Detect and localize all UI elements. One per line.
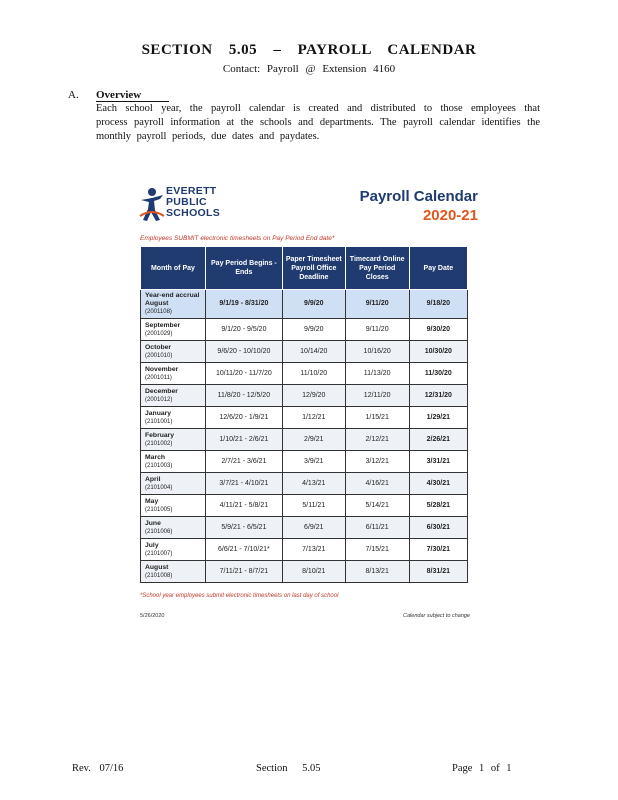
cell-paper-deadline: 5/11/21 — [282, 495, 345, 517]
table-row — [141, 363, 468, 385]
cell-period: 12/6/20 - 1/9/21 — [205, 407, 282, 429]
cell-pay-date: 12/31/20 — [409, 385, 467, 407]
cell-period: 9/1/20 - 9/5/20 — [205, 319, 282, 341]
cell-online-closes: 4/16/21 — [345, 473, 409, 495]
cell-pay-date: 7/30/21 — [409, 539, 467, 561]
cell-pay-date: 1/29/21 — [409, 407, 467, 429]
table-row — [141, 319, 468, 341]
cell-month: May (2101005) — [141, 495, 206, 517]
cell-online-closes: 10/16/20 — [345, 341, 409, 363]
cell-paper-deadline: 11/10/20 — [282, 363, 345, 385]
cell-online-closes: 7/15/21 — [345, 539, 409, 561]
cell-month: October (2001010) — [141, 341, 206, 363]
calendar-revision-note: Calendar subject to change — [403, 613, 470, 619]
cell-pay-date: 9/30/20 — [409, 319, 467, 341]
payroll-table — [140, 246, 468, 583]
table-row — [141, 429, 468, 451]
cell-pay-date: 8/31/21 — [409, 561, 467, 583]
cell-paper-deadline: 10/14/20 — [282, 341, 345, 363]
cell-paper-deadline: 3/9/21 — [282, 451, 345, 473]
col-online-closes: Timecard Online Pay Period Closes — [345, 247, 409, 290]
cell-pay-date: 3/31/21 — [409, 451, 467, 473]
table-row — [141, 473, 468, 495]
cell-month: April (2101004) — [141, 473, 206, 495]
cell-month: February (2101002) — [141, 429, 206, 451]
cell-period: 4/11/21 - 5/8/21 — [205, 495, 282, 517]
cell-period: 3/7/21 - 4/10/21 — [205, 473, 282, 495]
contact-line: Contact: Payroll @ Extension 4160 — [222, 63, 396, 75]
student-figure-icon — [138, 186, 166, 222]
cell-online-closes: 5/14/21 — [345, 495, 409, 517]
cell-online-closes: 3/12/21 — [345, 451, 409, 473]
table-row — [141, 495, 468, 517]
cell-paper-deadline: 9/9/20 — [282, 290, 345, 319]
logo-text: EVERETT PUBLIC SCHOOLS — [166, 185, 221, 219]
cell-paper-deadline: 9/9/20 — [282, 319, 345, 341]
cell-pay-date: 9/18/20 — [409, 290, 467, 319]
cell-month: August (2101008) — [141, 561, 206, 583]
cell-online-closes: 1/15/21 — [345, 407, 409, 429]
table-row — [141, 290, 468, 319]
payroll-calendar-figure — [132, 178, 484, 628]
cell-paper-deadline: 12/9/20 — [282, 385, 345, 407]
calendar-title: Payroll Calendar — [359, 188, 478, 205]
cell-month: Year-end accrual August (2001108) — [141, 290, 206, 319]
overview-paragraph: Each school year, the payroll calendar is created and distributed to those employees that process payroll information at the schools and departments. The payroll calendar identifies the monthly payroll periods, due dates and paydates. — [96, 103, 540, 142]
cell-period: 6/6/21 - 7/10/21* — [205, 539, 282, 561]
table-row — [141, 385, 468, 407]
cell-month: January (2101001) — [141, 407, 206, 429]
cell-pay-date: 10/30/20 — [409, 341, 467, 363]
table-row — [141, 341, 468, 363]
cell-month: September (2001029) — [141, 319, 206, 341]
district-logo — [138, 184, 258, 224]
col-month: Month of Pay — [141, 247, 206, 290]
cell-paper-deadline: 4/13/21 — [282, 473, 345, 495]
cell-period: 10/11/20 - 11/7/20 — [205, 363, 282, 385]
cell-paper-deadline: 7/13/21 — [282, 539, 345, 561]
cell-online-closes: 9/11/20 — [345, 319, 409, 341]
cell-month: July (2101007) — [141, 539, 206, 561]
cell-online-closes: 11/13/20 — [345, 363, 409, 385]
section-title: SECTION 5.05 – PAYROLL CALENDAR — [141, 42, 477, 58]
cell-month: June (2101006) — [141, 517, 206, 539]
footer-page-number: Page 1 of 1 — [452, 763, 512, 774]
cell-period: 9/1/19 - 8/31/20 — [205, 290, 282, 319]
cell-online-closes: 9/11/20 — [345, 290, 409, 319]
cell-pay-date: 2/26/21 — [409, 429, 467, 451]
col-period: Pay Period Begins - Ends — [205, 247, 282, 290]
calendar-note: Employees SUBMIT electronic timesheets on Pay Period End date* — [140, 235, 335, 242]
calendar-date-stamp: 5/26/2020 — [140, 613, 165, 619]
calendar-footnote: *School year employees submit electronic timesheets on last day of school — [140, 593, 339, 599]
table-header-row — [141, 247, 468, 290]
cell-month: December (2001012) — [141, 385, 206, 407]
table-row — [141, 561, 468, 583]
cell-online-closes: 12/11/20 — [345, 385, 409, 407]
table-row — [141, 407, 468, 429]
footer-revision: Rev. 07/16 — [72, 763, 124, 774]
cell-period: 1/10/21 - 2/6/21 — [205, 429, 282, 451]
table-row — [141, 539, 468, 561]
cell-paper-deadline: 1/12/21 — [282, 407, 345, 429]
cell-pay-date: 5/28/21 — [409, 495, 467, 517]
calendar-year: 2020-21 — [422, 207, 478, 224]
cell-online-closes: 2/12/21 — [345, 429, 409, 451]
cell-period: 11/8/20 - 12/5/20 — [205, 385, 282, 407]
table-body — [141, 290, 468, 583]
overview-heading: Overview — [96, 89, 169, 102]
table-row — [141, 451, 468, 473]
cell-paper-deadline: 8/10/21 — [282, 561, 345, 583]
cell-online-closes: 8/13/21 — [345, 561, 409, 583]
cell-pay-date: 4/30/21 — [409, 473, 467, 495]
section-letter: A. — [68, 89, 79, 101]
cell-paper-deadline: 6/9/21 — [282, 517, 345, 539]
table-row — [141, 517, 468, 539]
cell-period: 5/9/21 - 6/5/21 — [205, 517, 282, 539]
cell-pay-date: 6/30/21 — [409, 517, 467, 539]
cell-period: 7/11/21 - 8/7/21 — [205, 561, 282, 583]
col-pay-date: Pay Date — [409, 247, 467, 290]
cell-period: 2/7/21 - 3/6/21 — [205, 451, 282, 473]
cell-month: November (2001011) — [141, 363, 206, 385]
cell-period: 9/6/20 - 10/10/20 — [205, 341, 282, 363]
footer-section: Section 5.05 — [256, 763, 321, 774]
col-paper-deadline: Paper Timesheet Payroll Office Deadline — [282, 247, 345, 290]
cell-paper-deadline: 2/9/21 — [282, 429, 345, 451]
cell-month: March (2101003) — [141, 451, 206, 473]
cell-pay-date: 11/30/20 — [409, 363, 467, 385]
cell-online-closes: 6/11/21 — [345, 517, 409, 539]
